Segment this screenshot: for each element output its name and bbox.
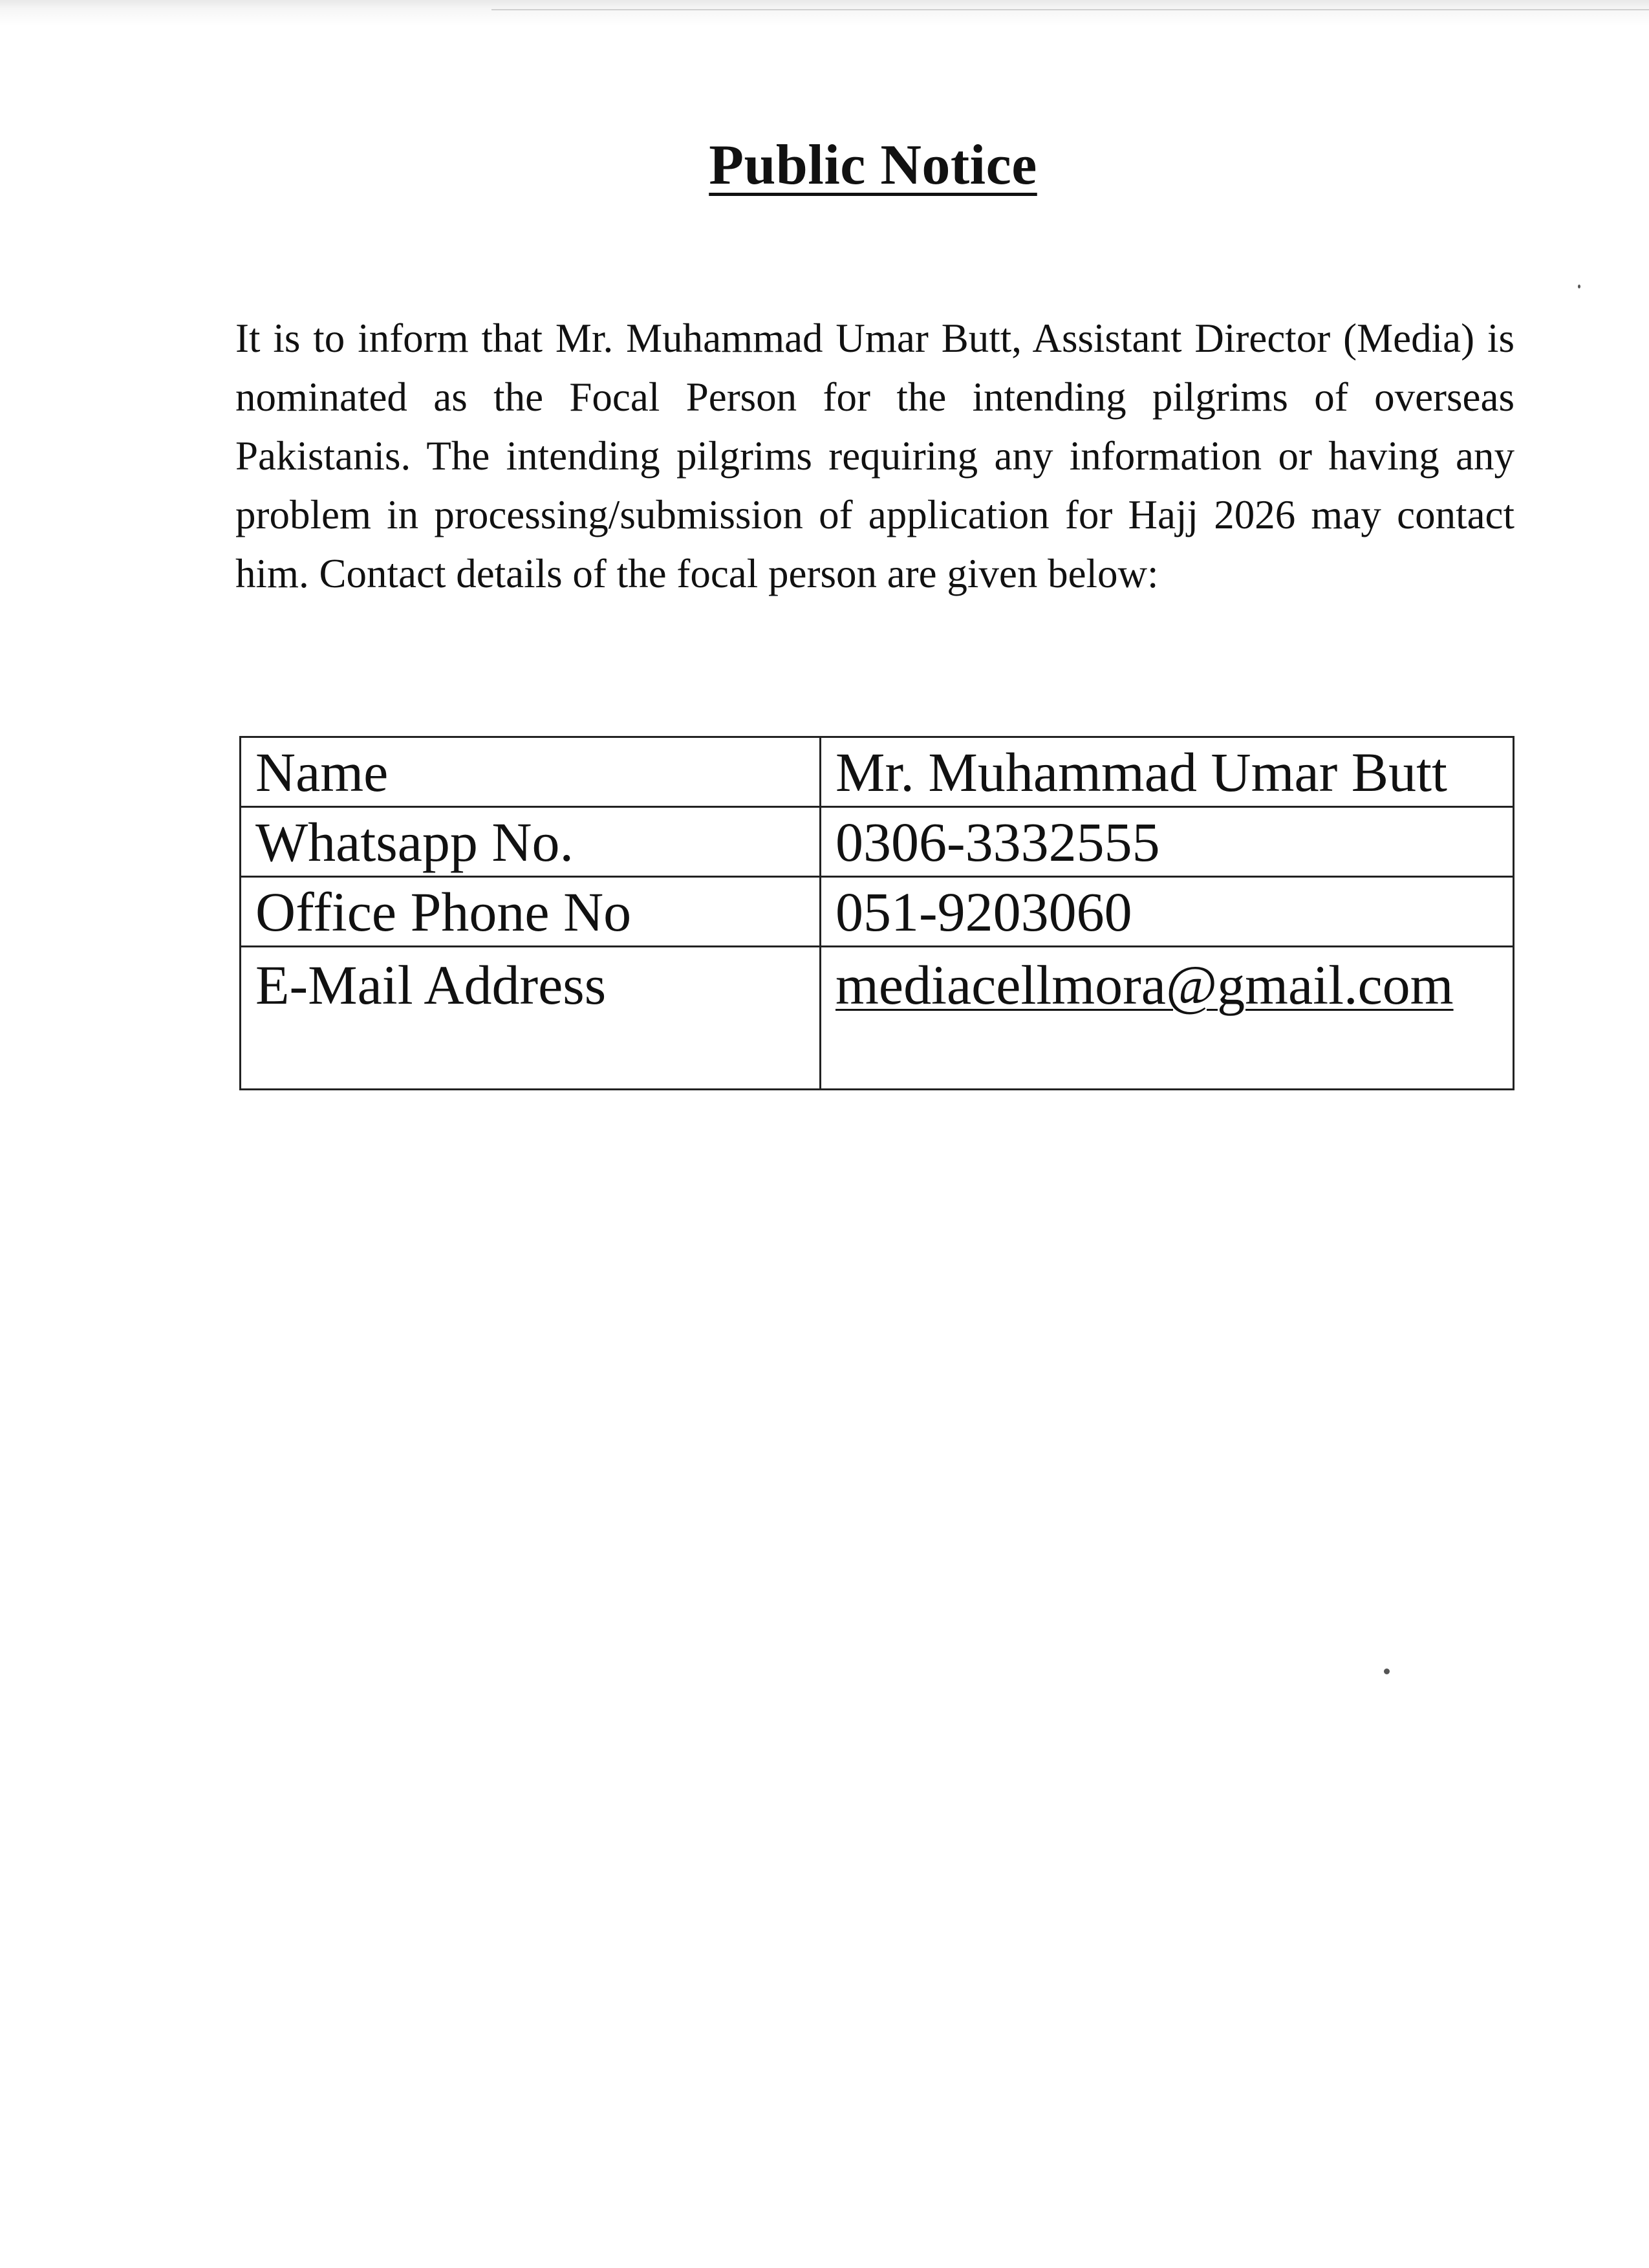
notice-paragraph: It is to inform that Mr. Muhammad Umar Butt, Assistant Director (Media) is nominated as the Focal Person for the intending pilgrims of overseas Pakistanis. The intending pilgrims requiring any information or having any problem in processing/submission of application for Hajj 2026 may contact him. Contact details of the focal person are given below: bbox=[235, 316, 1514, 596]
scan-speck bbox=[1384, 1669, 1390, 1674]
scan-top-edge bbox=[0, 0, 1649, 26]
whatsapp-value: 0306-3332555 bbox=[821, 807, 1514, 877]
email-cell bbox=[821, 947, 1514, 1090]
table-row bbox=[241, 877, 1514, 947]
office-phone-label: Office Phone No bbox=[241, 877, 821, 947]
notice-title: Public Notice bbox=[709, 134, 1037, 197]
table-row bbox=[241, 807, 1514, 877]
table-row bbox=[241, 737, 1514, 807]
scan-line bbox=[491, 9, 1649, 10]
email-link[interactable]: mediacellmora@gmail.com bbox=[835, 954, 1454, 1016]
table-row bbox=[241, 947, 1514, 1090]
name-label: Name bbox=[241, 737, 821, 807]
contact-details-table bbox=[239, 736, 1514, 1090]
scan-speck bbox=[1578, 285, 1580, 288]
name-value: Mr. Muhammad Umar Butt bbox=[821, 737, 1514, 807]
email-label: E-Mail Address bbox=[241, 947, 821, 1090]
whatsapp-label: Whatsapp No. bbox=[241, 807, 821, 877]
office-phone-value: 051-9203060 bbox=[821, 877, 1514, 947]
